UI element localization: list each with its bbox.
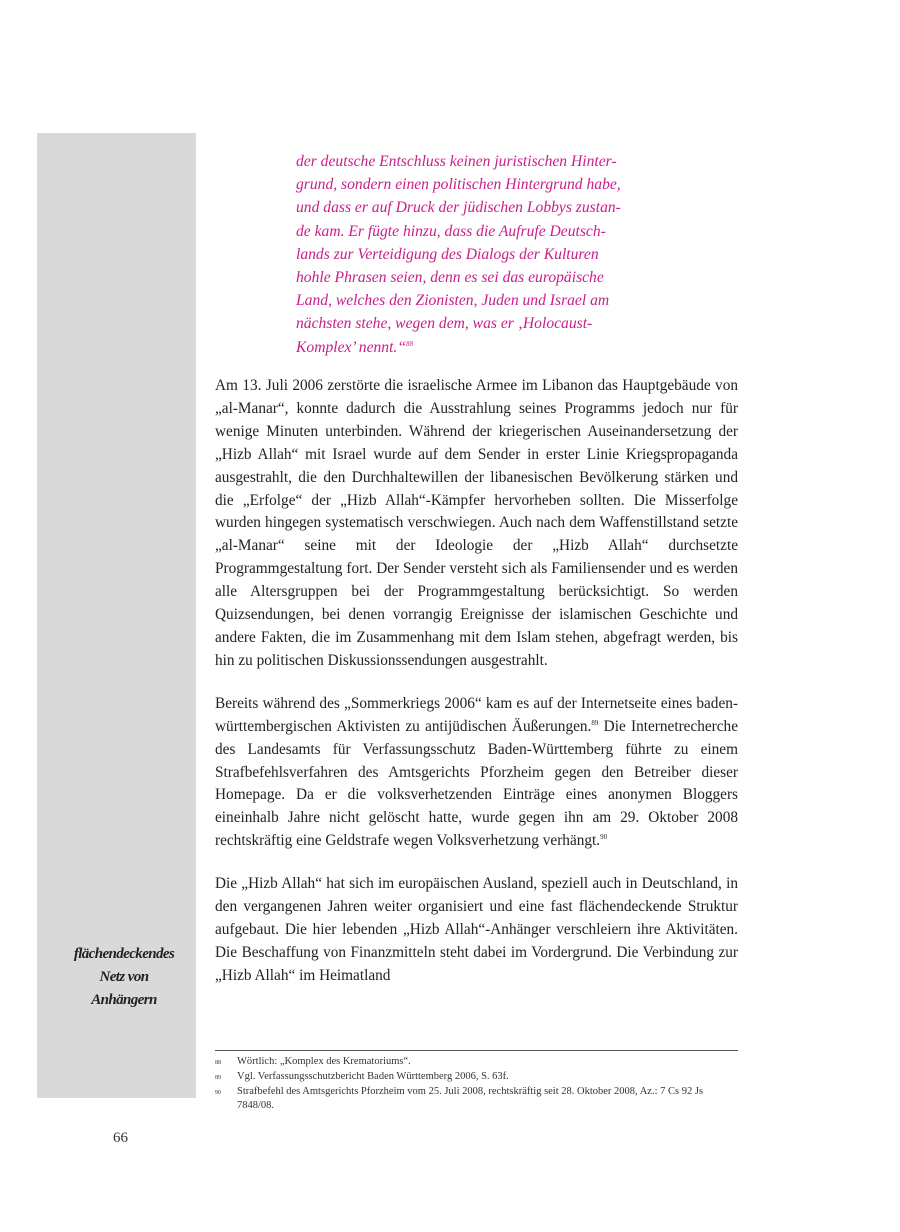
quote-line: nächsten stehe, wegen dem, was er ‚Holocaust- (296, 315, 593, 333)
footnote-divider (215, 1050, 738, 1051)
paragraph-2-part-a: Bereits während des „Sommerkriegs 2006“ kam es auf der Internetseite eines baden-württembergischen Aktivisten zu antijüdischen Äußerungen. (215, 694, 738, 735)
paragraph-3: Die „Hizb Allah“ hat sich im europäischen Ausland, speziell auch in Deutschland, in den vergangenen Jahren weiter organisiert und eine fast flächendeckende Struktur aufgebaut. Die hier lebenden „Hizb Allah“-Anhänger verschleiern ihre Aktivitäten. Die Beschaffung von Finanzmitteln steht dabei im Vordergrund. Die Verbindung zur „Hizb Allah“ im Heimatland (215, 875, 738, 984)
marginal-note-line: flächendeckendes (73, 946, 175, 962)
page-number: 66 (113, 1130, 128, 1146)
marginal-note (44, 943, 204, 1012)
quote-line: Land, welches den Zionisten, Juden und Israel am (296, 292, 610, 310)
footnote-number: 89 (215, 1075, 221, 1081)
marginal-note-line: Netz von (99, 969, 149, 985)
footnote-ref-88[interactable]: 88 (406, 339, 414, 348)
footnote-text: Wörtlich: „Komplex des Krematoriums“. (237, 1056, 411, 1067)
footnote-88 (215, 1055, 738, 1070)
main-text (215, 375, 738, 988)
footnote-number: 88 (215, 1060, 221, 1066)
quote-line: lands zur Verteidigung des Dialogs der Kulturen (296, 245, 599, 263)
paragraph-2-part-b: Die Internetrecherche des Landesamts für Verfassungsschutz Baden-Württemberg führte zu einem Strafbefehlsverfahren des Amtsgerichts Pforzheim gegen den Betreiber dieser Homepage. Da er die volksverhetzenden Einträge eines anonymen Bloggers eineinhalb Jahre nicht gelöscht hatte, wurde gegen ihn am 29. Oktober 2008 rechtskräftig eine Geldstrafe wegen Volksverhetzung verhängt. (215, 717, 738, 850)
quote-line: hohle Phrasen seien, denn es sei das europäische (296, 269, 604, 287)
quote-line: grund, sondern einen politischen Hintergrund habe, (296, 176, 621, 194)
block-quote (296, 150, 658, 359)
footnote-text: Strafbefehl des Amtsgerichts Pforzheim vom 25. Juli 2008, rechtskräftig seit 28. Oktober 2008, Az.: 7 Cs 92 Js 7848/08. (237, 1086, 704, 1111)
footnote-number: 90 (215, 1090, 221, 1096)
quote-line: der deutsche Entschluss keinen juristischen Hinter- (296, 153, 617, 170)
footnote-ref-90[interactable]: 90 (600, 833, 608, 842)
quote-line: de kam. Er fügte hinzu, dass die Aufrufe Deutsch- (296, 222, 606, 240)
marginal-note-line: Anhängern (91, 992, 157, 1008)
paragraph-2 (215, 693, 738, 853)
footnote-90 (215, 1085, 738, 1113)
quote-line: und dass er auf Druck der jüdischen Lobbys zustan- (296, 199, 621, 217)
quote-line-text: Komplex’ nennt.“ (296, 338, 407, 356)
footnote-89 (215, 1070, 738, 1085)
footnote-ref-89[interactable]: 89 (591, 718, 599, 727)
paragraph-1: Am 13. Juli 2006 zerstörte die israelische Armee im Libanon das Hauptgebäude von „al-Manar“, konnte dadurch die Ausstrahlung seines Programms jedoch nur für wenige Minuten unterbinden. Während der kriegerischen Auseinandersetzung der „Hizb Allah“ mit Israel wurde auf dem Sender in erster Linie Kriegspropaganda ausgestrahlt, die den Durchhaltewillen der libanesischen Bevölkerung stärken und die „Erfolge“ der „Hizb Allah“-Kämpfer hervorheben sollten. Die Misserfolge wurden hingegen systematisch verschwiegen. Auch nach dem Waffenstillstand setzte „al-Manar“ seine mit der Ideologie der „Hizb Allah“ durchsetzte Programmgestaltung fort. Der Sender versteht sich als Familiensender und es werden alle Altersgruppen bei der Programmgestaltung berücksichtigt. So werden Quizsendungen, bei denen vorrangig Ereignisse der islamischen Geschichte und andere Fakten, die im Zusammenhang mit dem Islam stehen, abgefragt werden, bis hin zu politischen Diskussionssendungen ausgestrahlt. (215, 377, 738, 669)
footnote-text: Vgl. Verfassungsschutzbericht Baden Württemberg 2006, S. 63f. (237, 1071, 509, 1082)
footnotes (215, 1055, 738, 1113)
quote-line-last (296, 336, 658, 359)
